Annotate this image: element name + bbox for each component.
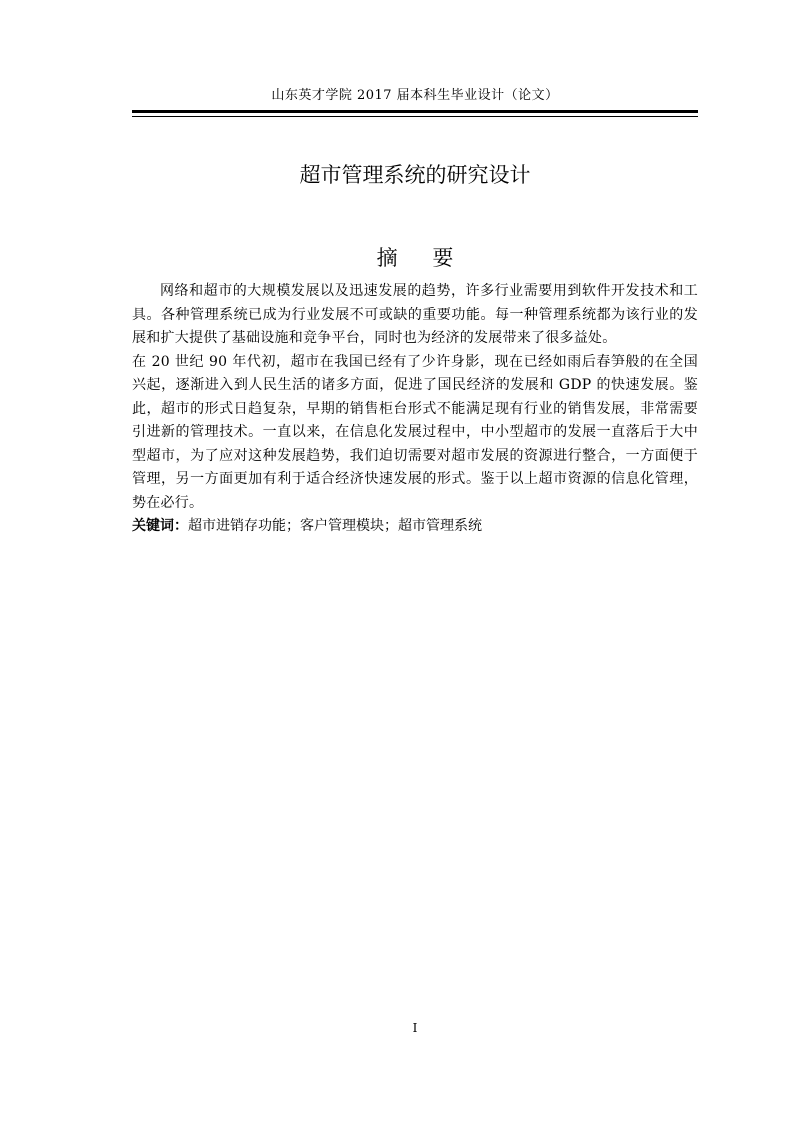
abstract-paragraph-1: 网络和超市的大规模发展以及迅速发展的趋势，许多行业需要用到软件开发技术和工具。各种管理系统已成为行业发展不可或缺的重要功能。每一种管理系统都为该行业的发展和扩大提供了基础设施和竞争平台，同时也为经济的发展带来了很多益处。 [132, 283, 698, 346]
abstract-body [132, 280, 698, 539]
keywords-text: 超市进销存功能；客户管理模块；超市管理系统 [188, 518, 482, 534]
document-title: 超市管理系统的研究设计 [299, 163, 531, 187]
running-header: 山东英才学院 2017 届本科生毕业设计（论文） [271, 88, 559, 103]
header-rule-thin [132, 116, 698, 117]
abstract-paragraph-2: 在 20 世纪 90 年代初，超市在我国已经有了少许身影，现在已经如雨后春笋般的在全国兴起，逐渐进入到人民生活的诸多方面，促进了国民经济的发展和 GDP 的快速发展。鉴此，超市的形式日趋复杂，早期的销售柜台形式不能满足现有行业的销售发展，非常需要引进新的管理技术。一直以来，在信息化发展过程中，中小型超市的发展一直落后于大中型超市，为了应对这种发展趋势，我们迫切需要对超市发展的资源进行整合，一方面便于管理，另一方面更加有利于适合经济快速发展的形式。鉴于以上超市资源的信息化管理，势在必行。 [132, 353, 698, 511]
abstract-heading: 摘 要 [376, 246, 468, 270]
keywords-line [132, 515, 698, 539]
keywords-label: 关键词： [132, 518, 188, 534]
page-number: I [412, 1021, 418, 1035]
header-rule-thick [132, 110, 698, 113]
